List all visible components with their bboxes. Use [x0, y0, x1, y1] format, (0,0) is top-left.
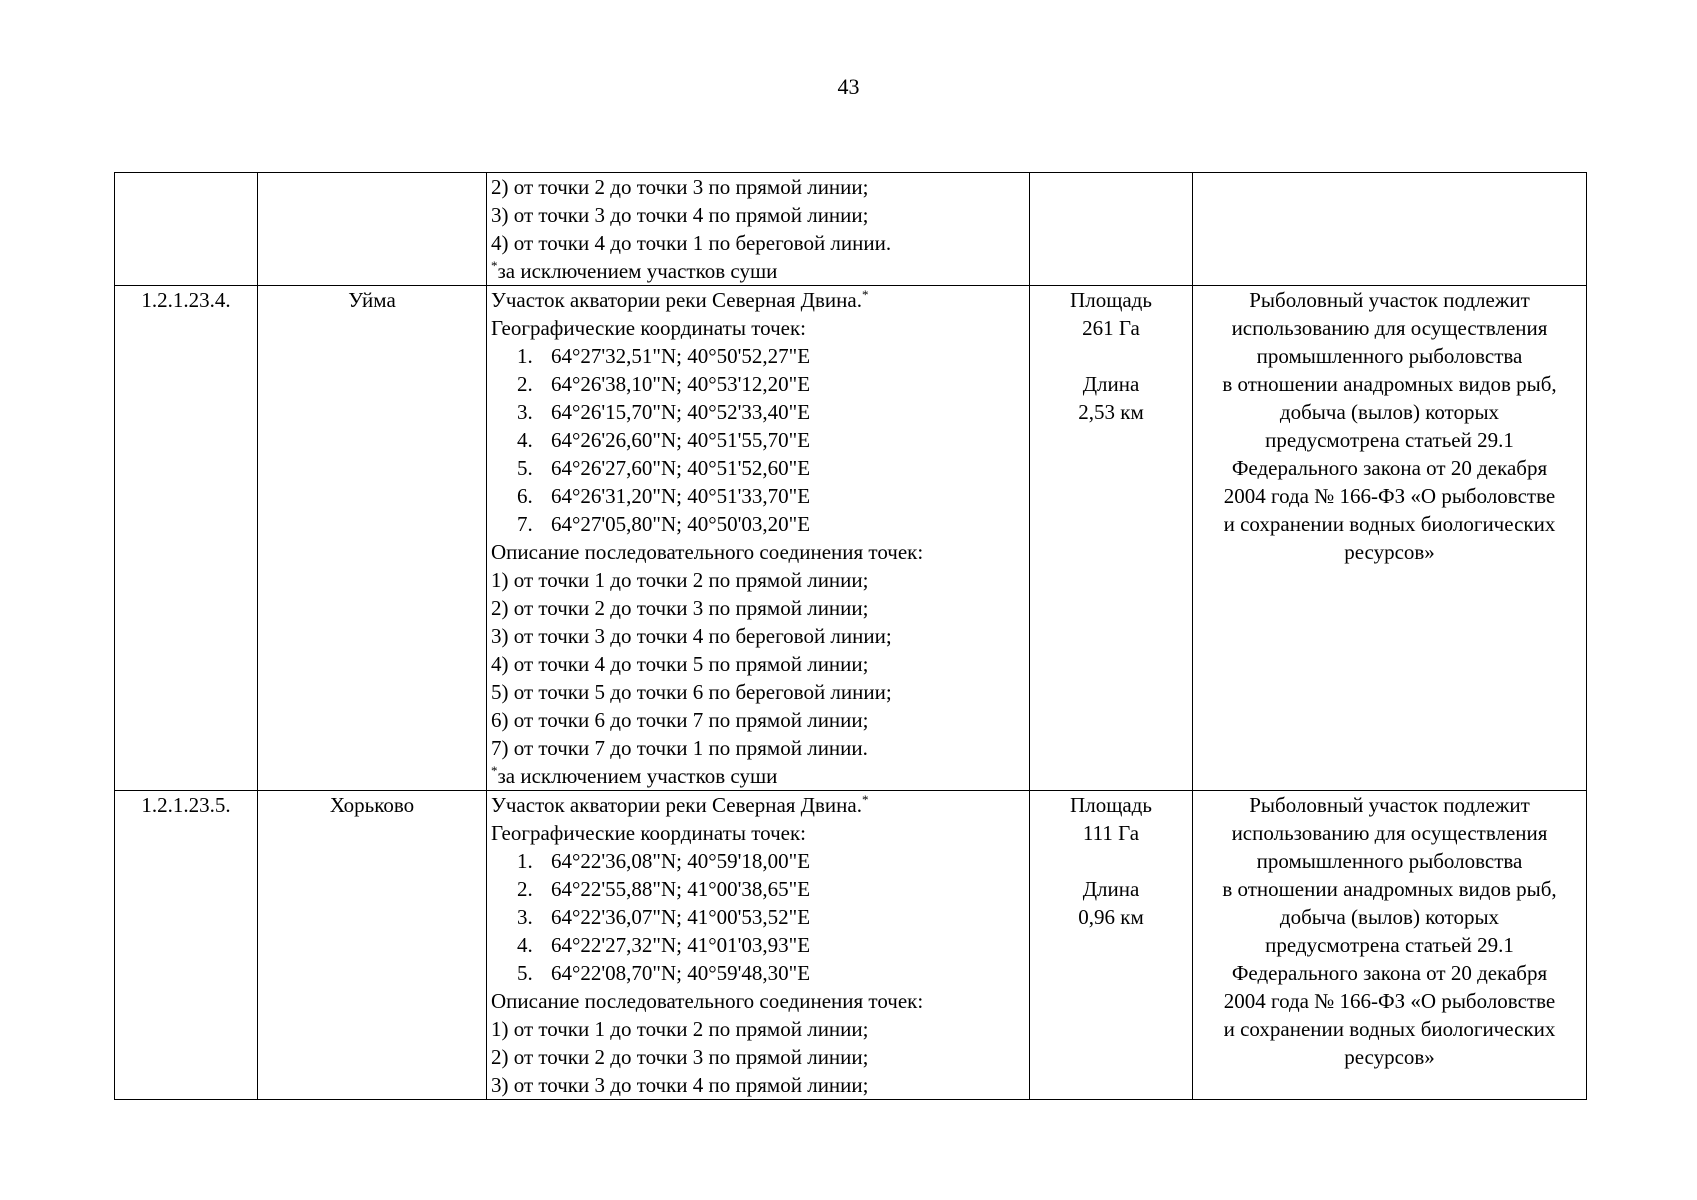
- fishing-areas-table: [114, 172, 1587, 1100]
- connection-line: 5) от точки 5 до точки 6 по береговой линии;: [491, 680, 892, 704]
- connection-line: 4) от точки 4 до точки 1 по береговой линии.: [491, 231, 892, 255]
- purpose-line: 2004 года № 166-ФЗ «О рыболовстве: [1223, 484, 1556, 508]
- footnote-text: за исключением участков суши: [497, 764, 778, 788]
- size-cell: [1030, 791, 1193, 1100]
- purpose-line: 2004 года № 166-ФЗ «О рыболовстве: [1223, 989, 1556, 1013]
- footnote-line: [491, 762, 1025, 790]
- coord-item: 5. 64°22'08,70"N; 40°59'48,30"E: [517, 961, 811, 985]
- length-label: Длина: [1082, 372, 1140, 396]
- connection-line: 6) от точки 6 до точки 7 по прямой линии;: [491, 708, 869, 732]
- footnote-text: за исключением участков суши: [497, 259, 778, 283]
- coords-title: Географические координаты точек:: [491, 821, 806, 845]
- name-cell: [258, 173, 487, 286]
- name-cell: Уйма: [258, 286, 487, 791]
- connection-title: Описание последовательного соединения точек:: [491, 540, 924, 564]
- purpose-line: Федерального закона от 20 декабря: [1231, 961, 1548, 985]
- coord-item: 1. 64°27'32,51"N; 40°50'52,27"E: [517, 344, 811, 368]
- description-cell: [487, 173, 1030, 286]
- connection-line: 2) от точки 2 до точки 3 по прямой линии;: [491, 596, 869, 620]
- purpose-cell: [1193, 791, 1587, 1100]
- purpose-line: и сохранении водных биологических: [1223, 1017, 1556, 1041]
- footnote-mark: *: [491, 258, 498, 273]
- coord-item: 1. 64°22'36,08"N; 40°59'18,00"E: [517, 849, 811, 873]
- coord-item: 2. 64°26'38,10"N; 40°53'12,20"E: [517, 372, 811, 396]
- coord-item: 6. 64°26'31,20"N; 40°51'33,70"E: [517, 484, 811, 508]
- connection-line: 1) от точки 1 до точки 2 по прямой линии;: [491, 568, 869, 592]
- connection-line: 7) от точки 7 до точки 1 по прямой линии.: [491, 736, 868, 760]
- area-label: Площадь: [1070, 793, 1152, 817]
- footnote-mark: *: [491, 763, 498, 778]
- continuation-row: [115, 173, 1587, 286]
- footnote-mark: *: [861, 792, 869, 807]
- coord-item: 5. 64°26'27,60"N; 40°51'52,60"E: [517, 456, 811, 480]
- description-cell: [487, 286, 1030, 791]
- length-value: 0,96 км: [1078, 905, 1144, 929]
- purpose-line: добыча (вылов) которых: [1279, 400, 1500, 424]
- area-intro: Участок акватории реки Северная Двина.*: [491, 287, 869, 312]
- purpose-cell: [1193, 286, 1587, 791]
- coord-item: 7. 64°27'05,80"N; 40°50'03,20"E: [517, 512, 811, 536]
- coord-item: 4. 64°26'26,60"N; 40°51'55,70"E: [517, 428, 811, 452]
- name-cell: Хорьково: [258, 791, 487, 1100]
- number-cell: 1.2.1.23.5.: [115, 791, 258, 1100]
- size-cell: [1030, 173, 1193, 286]
- connection-line: 4) от точки 4 до точки 5 по прямой линии;: [491, 652, 869, 676]
- footnote-mark: *: [861, 287, 869, 302]
- connection-line: 3) от точки 3 до точки 4 по береговой линии;: [491, 624, 892, 648]
- purpose-line: предусмотрена статьей 29.1: [1265, 933, 1514, 957]
- area-value: 111 Га: [1082, 821, 1140, 845]
- purpose-line: ресурсов»: [1344, 1045, 1435, 1069]
- coord-item: 3. 64°22'36,07"N; 41°00'53,52"E: [517, 905, 811, 929]
- purpose-line: ресурсов»: [1344, 540, 1435, 564]
- length-value: 2,53 км: [1078, 400, 1144, 424]
- area-value: 261 Га: [1082, 316, 1140, 340]
- area-label: Площадь: [1070, 288, 1152, 312]
- number-cell: [115, 173, 258, 286]
- purpose-line: использованию для осуществления: [1231, 821, 1548, 845]
- purpose-cell: [1193, 173, 1587, 286]
- coord-item: 2. 64°22'55,88"N; 41°00'38,65"E: [517, 877, 811, 901]
- table-row: [115, 286, 1587, 791]
- purpose-line: Рыболовный участок подлежит: [1249, 793, 1530, 817]
- connection-line: 1) от точки 1 до точки 2 по прямой линии;: [491, 1017, 869, 1041]
- coord-item: 4. 64°22'27,32"N; 41°01'03,93"E: [517, 933, 811, 957]
- connection-line: 2) от точки 2 до точки 3 по прямой линии;: [491, 175, 869, 199]
- purpose-line: предусмотрена статьей 29.1: [1265, 428, 1514, 452]
- purpose-line: промышленного рыболовства: [1256, 344, 1523, 368]
- purpose-line: Федерального закона от 20 декабря: [1231, 456, 1548, 480]
- purpose-line: в отношении анадромных видов рыб,: [1222, 372, 1557, 396]
- area-intro: Участок акватории реки Северная Двина.*: [491, 792, 869, 817]
- connection-line: 3) от точки 3 до точки 4 по прямой линии;: [491, 203, 869, 227]
- connection-line: 3) от точки 3 до точки 4 по прямой линии;: [491, 1073, 869, 1097]
- table-row: [115, 791, 1587, 1100]
- purpose-line: использованию для осуществления: [1231, 316, 1548, 340]
- purpose-line: Рыболовный участок подлежит: [1249, 288, 1530, 312]
- number-cell: 1.2.1.23.4.: [115, 286, 258, 791]
- purpose-line: в отношении анадромных видов рыб,: [1222, 877, 1557, 901]
- description-cell: [487, 791, 1030, 1100]
- length-label: Длина: [1082, 877, 1140, 901]
- coord-item: 3. 64°26'15,70"N; 40°52'33,40"E: [517, 400, 811, 424]
- purpose-line: добыча (вылов) которых: [1279, 905, 1500, 929]
- footnote-line: [491, 257, 1025, 285]
- coords-title: Географические координаты точек:: [491, 316, 806, 340]
- connection-title: Описание последовательного соединения точек:: [491, 989, 924, 1013]
- purpose-line: промышленного рыболовства: [1256, 849, 1523, 873]
- purpose-line: и сохранении водных биологических: [1223, 512, 1556, 536]
- connection-line: 2) от точки 2 до точки 3 по прямой линии;: [491, 1045, 869, 1069]
- page-number: 43: [837, 74, 860, 99]
- size-cell: [1030, 286, 1193, 791]
